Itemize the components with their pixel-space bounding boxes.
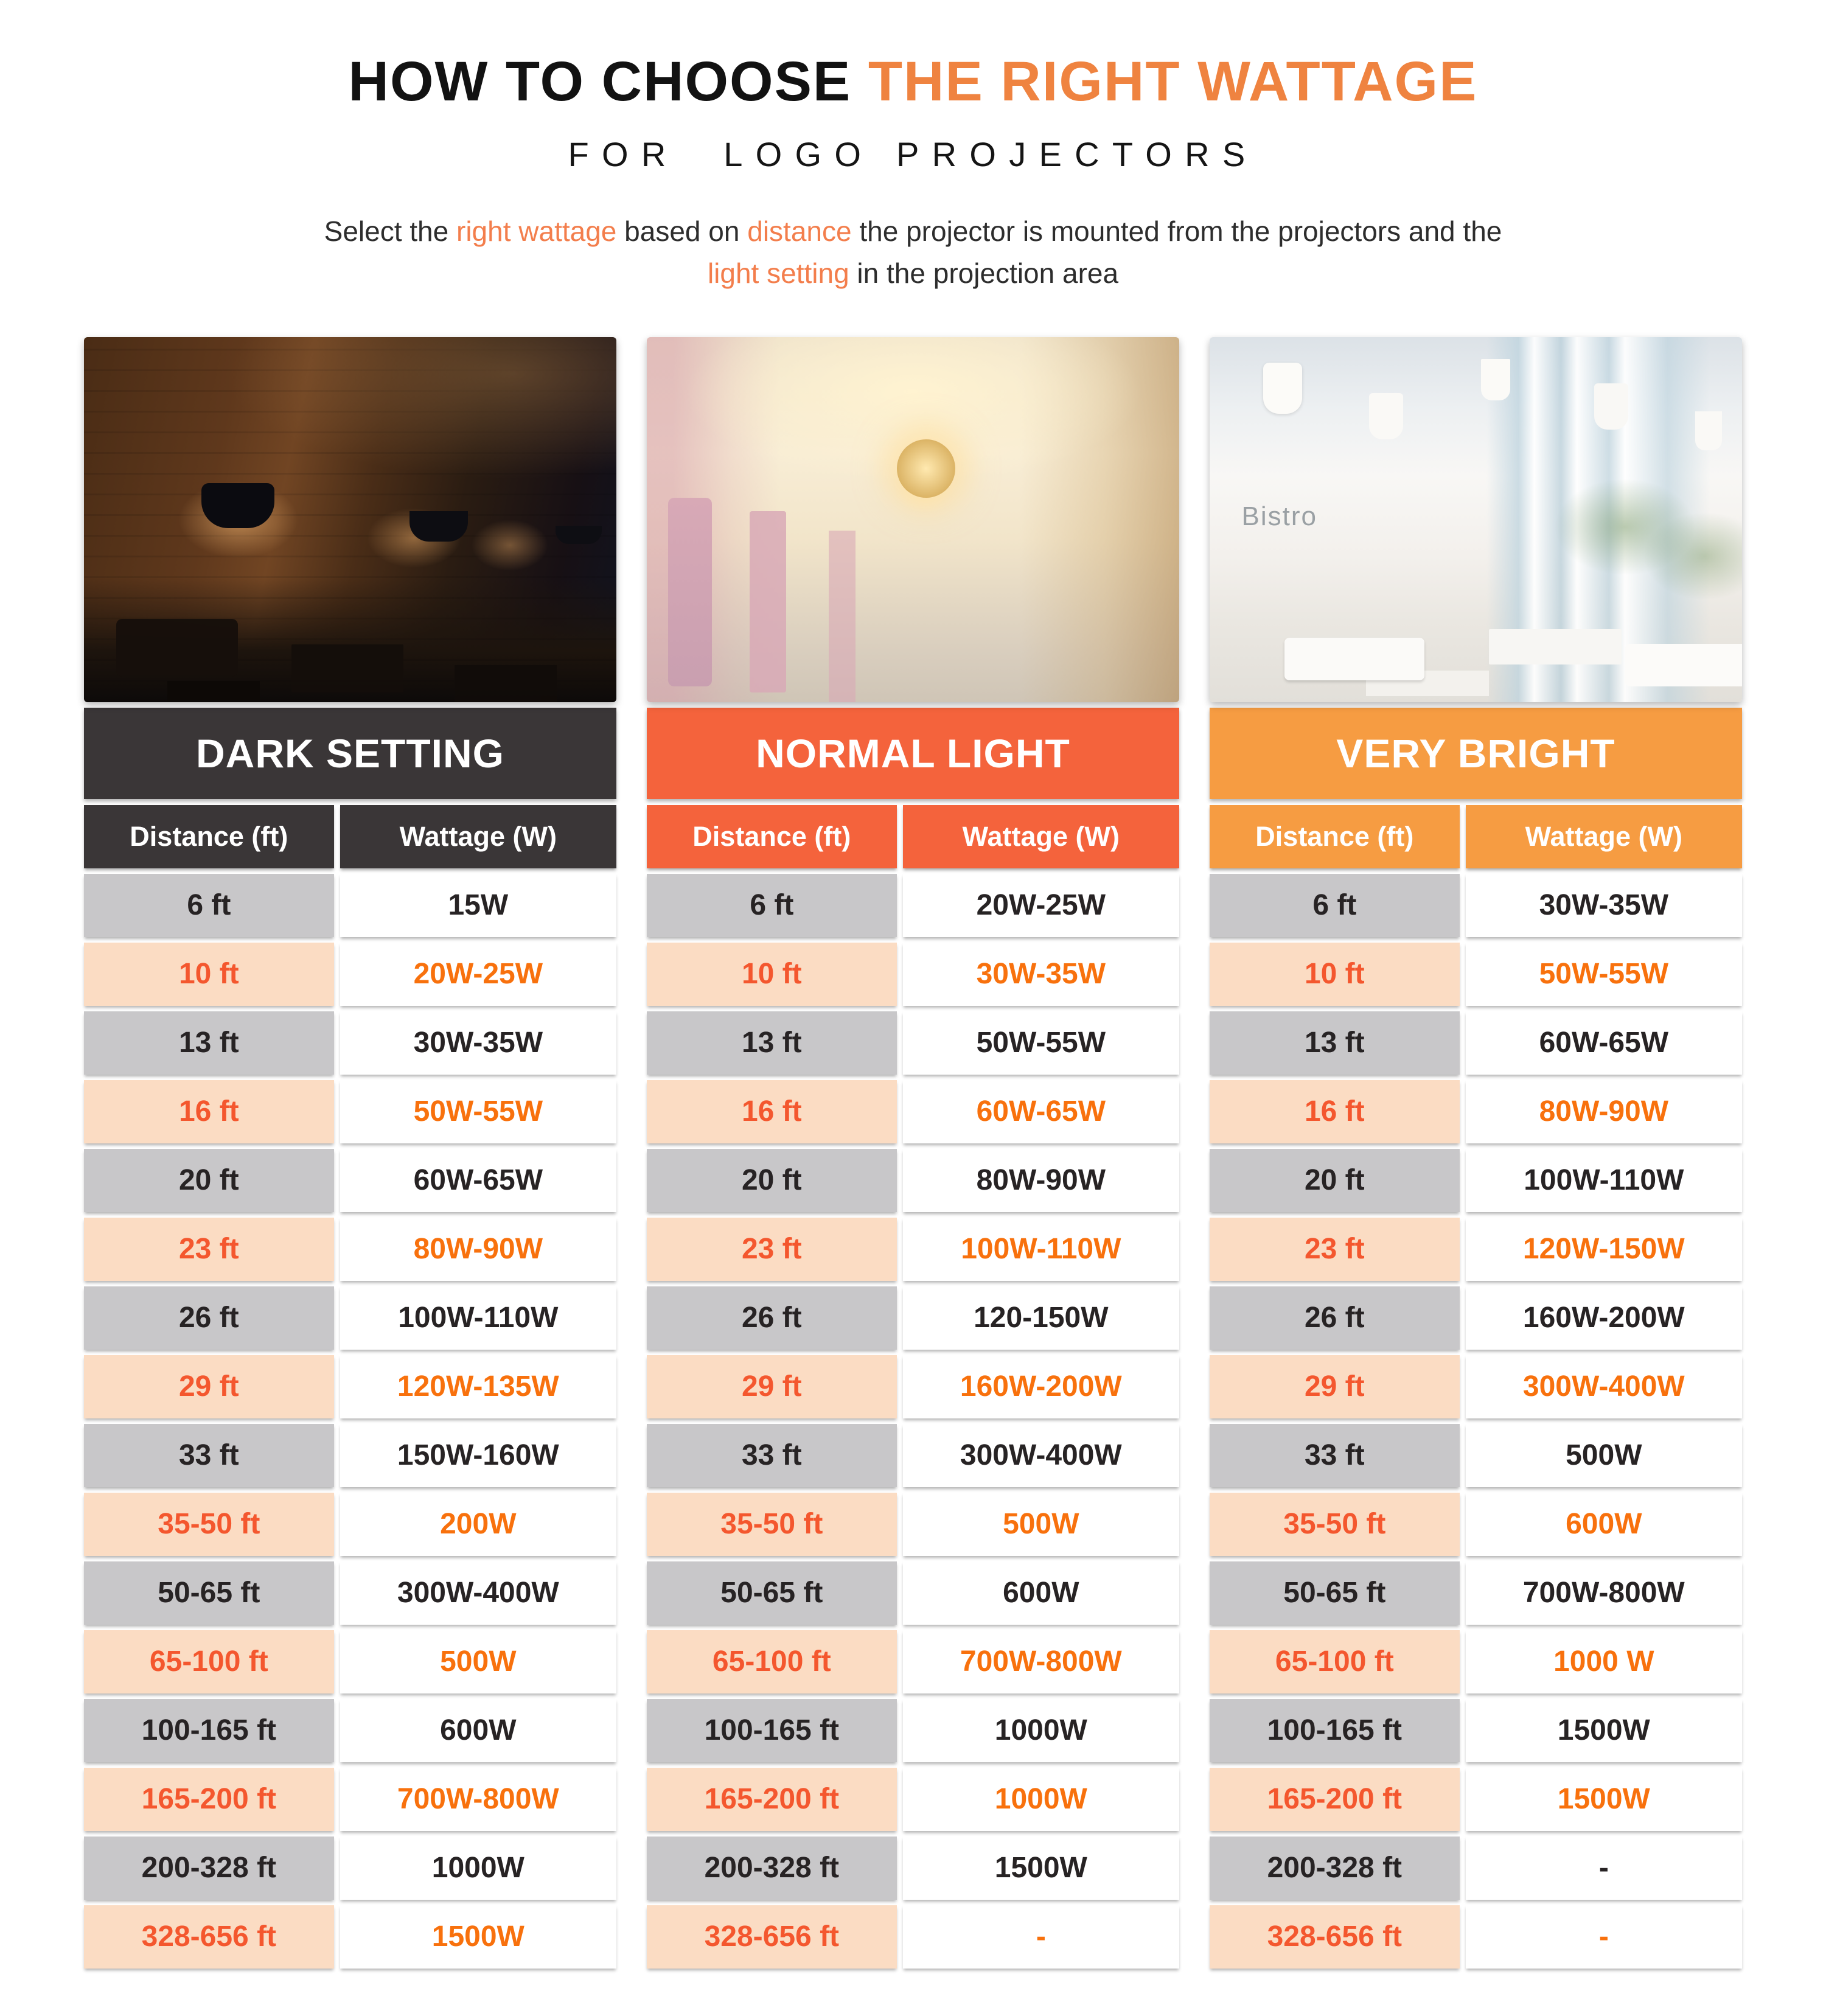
table-title: VERY BRIGHT (1336, 730, 1615, 776)
table-row (84, 1768, 616, 1831)
table-row (647, 1149, 1179, 1212)
page-title (0, 52, 1826, 111)
wattage-cell: 15W (340, 874, 616, 937)
distance-cell: 26 ft (84, 1286, 334, 1350)
wattage-cell: 700W-800W (903, 1630, 1179, 1693)
wattage-cell: 1500W (903, 1836, 1179, 1900)
distance-cell: 35-50 ft (647, 1493, 897, 1556)
distance-cell: 13 ft (1210, 1011, 1460, 1075)
wattage-cell: 100W-110W (340, 1286, 616, 1350)
table-dark-setting (84, 337, 616, 1969)
description-line (86, 253, 1741, 295)
table-row (84, 1011, 616, 1075)
wattage-cell: 20W-25W (903, 874, 1179, 937)
table-row (84, 1080, 616, 1143)
table-row (1210, 874, 1742, 937)
wattage-cell: 30W-35W (903, 943, 1179, 1006)
distance-cell: 6 ft (647, 874, 897, 937)
distance-cell: 50-65 ft (647, 1561, 897, 1625)
table-row (647, 1080, 1179, 1143)
column-header-wattage: Wattage (W) (1466, 805, 1742, 868)
table-row (647, 943, 1179, 1006)
distance-cell: 13 ft (84, 1011, 334, 1075)
table-row (1210, 1768, 1742, 1831)
column-header-distance: Distance (ft) (1210, 805, 1460, 868)
table-title: NORMAL LIGHT (756, 730, 1070, 776)
wattage-cell: 120W-135W (340, 1355, 616, 1418)
table-row (84, 874, 616, 937)
wattage-cell: 100W-110W (1466, 1149, 1742, 1212)
wattage-cell: 60W-65W (903, 1080, 1179, 1143)
distance-cell: 26 ft (647, 1286, 897, 1350)
column-header-wattage: Wattage (W) (903, 805, 1179, 868)
wattage-cell: 20W-25W (340, 943, 616, 1006)
table-row (84, 1836, 616, 1900)
table-row (1210, 1493, 1742, 1556)
table-normal-light (647, 337, 1179, 1969)
table-rows (647, 868, 1179, 1969)
table-rows (84, 868, 616, 1969)
wattage-cell: 600W (1466, 1493, 1742, 1556)
distance-cell: 29 ft (647, 1355, 897, 1418)
distance-cell: 35-50 ft (1210, 1493, 1460, 1556)
wattage-cell: 500W (340, 1630, 616, 1693)
distance-cell: 16 ft (1210, 1080, 1460, 1143)
description-highlight: distance (747, 215, 852, 247)
table-row (647, 1424, 1179, 1487)
table-row (647, 1218, 1179, 1281)
table-title-band (84, 708, 616, 799)
table-row (84, 1905, 616, 1969)
table-header-row (84, 805, 616, 868)
distance-cell: 200-328 ft (1210, 1836, 1460, 1900)
table-row (647, 1011, 1179, 1075)
distance-cell: 328-656 ft (1210, 1905, 1460, 1969)
table-row (1210, 1080, 1742, 1143)
distance-cell: 100-165 ft (647, 1699, 897, 1762)
page-subtitle: FOR LOGO PROJECTORS (568, 134, 1258, 173)
table-row (647, 1836, 1179, 1900)
wattage-cell: 500W (1466, 1424, 1742, 1487)
wattage-cell: 1500W (1466, 1699, 1742, 1762)
wattage-cell: 700W-800W (1466, 1561, 1742, 1625)
distance-cell: 23 ft (1210, 1218, 1460, 1281)
distance-cell: 33 ft (1210, 1424, 1460, 1487)
distance-cell: 33 ft (84, 1424, 334, 1487)
wattage-cell: 1000 W (1466, 1630, 1742, 1693)
table-row (84, 1630, 616, 1693)
tables (0, 337, 1826, 1969)
distance-cell: 23 ft (84, 1218, 334, 1281)
distance-cell: 100-165 ft (1210, 1699, 1460, 1762)
distance-cell: 6 ft (1210, 874, 1460, 937)
distance-cell: 328-656 ft (84, 1905, 334, 1969)
table-very-bright (1210, 337, 1742, 1969)
table-row (647, 874, 1179, 937)
wattage-cell: 120-150W (903, 1286, 1179, 1350)
table-row (84, 1218, 616, 1281)
distance-cell: 165-200 ft (647, 1768, 897, 1831)
wattage-cell: 160W-200W (903, 1355, 1179, 1418)
table-row (84, 1355, 616, 1418)
table-row (1210, 1355, 1742, 1418)
table-row (647, 1905, 1179, 1969)
table-row (647, 1561, 1179, 1625)
table-row (84, 1286, 616, 1350)
wattage-cell: 200W (340, 1493, 616, 1556)
wattage-cell: 300W-400W (903, 1424, 1179, 1487)
table-row (84, 943, 616, 1006)
distance-cell: 16 ft (647, 1080, 897, 1143)
wattage-cell: 120W-150W (1466, 1218, 1742, 1281)
distance-cell: 328-656 ft (647, 1905, 897, 1969)
page-title-orange: THE RIGHT WATTAGE (868, 51, 1478, 113)
table-row (1210, 1699, 1742, 1762)
distance-cell: 29 ft (84, 1355, 334, 1418)
distance-cell: 20 ft (1210, 1149, 1460, 1212)
distance-cell: 200-328 ft (647, 1836, 897, 1900)
wattage-cell: - (903, 1905, 1179, 1969)
wattage-cell: 30W-35W (340, 1011, 616, 1075)
distance-cell: 65-100 ft (84, 1630, 334, 1693)
distance-cell: 165-200 ft (84, 1768, 334, 1831)
distance-cell: 33 ft (647, 1424, 897, 1487)
wattage-cell: 1500W (1466, 1768, 1742, 1831)
distance-cell: 10 ft (1210, 943, 1460, 1006)
table-row (1210, 1836, 1742, 1900)
wattage-cell: 60W-65W (1466, 1011, 1742, 1075)
distance-cell: 20 ft (647, 1149, 897, 1212)
wattage-cell: 100W-110W (903, 1218, 1179, 1281)
distance-cell: 50-65 ft (1210, 1561, 1460, 1625)
distance-cell: 10 ft (84, 943, 334, 1006)
bistro-sign-text: Bistro (1241, 501, 1317, 531)
table-title-band (647, 708, 1179, 799)
table-row (1210, 1218, 1742, 1281)
wattage-cell: 30W-35W (1466, 874, 1742, 937)
wattage-cell: 1500W (340, 1905, 616, 1969)
table-rows (1210, 868, 1742, 1969)
table-row (1210, 943, 1742, 1006)
description-highlight: right wattage (456, 215, 617, 247)
wattage-cell: - (1466, 1905, 1742, 1969)
table-title-band (1210, 708, 1742, 799)
description-text: based on (616, 215, 748, 247)
wattage-cell: 60W-65W (340, 1149, 616, 1212)
description-text: in the projection area (849, 257, 1119, 289)
wattage-cell: 50W-55W (903, 1011, 1179, 1075)
wattage-cell: 160W-200W (1466, 1286, 1742, 1350)
wattage-cell: 600W (340, 1699, 616, 1762)
column-header-distance: Distance (ft) (84, 805, 334, 868)
wattage-cell: 50W-55W (340, 1080, 616, 1143)
wattage-cell: 1000W (903, 1699, 1179, 1762)
table-row (1210, 1905, 1742, 1969)
table-row (647, 1699, 1179, 1762)
table-row (1210, 1630, 1742, 1693)
distance-cell: 26 ft (1210, 1286, 1460, 1350)
distance-cell: 165-200 ft (1210, 1768, 1460, 1831)
distance-cell: 35-50 ft (84, 1493, 334, 1556)
table-row (647, 1768, 1179, 1831)
distance-cell: 20 ft (84, 1149, 334, 1212)
wattage-cell: 80W-90W (903, 1149, 1179, 1212)
table-header-row (1210, 805, 1742, 868)
wattage-cell: 80W-90W (1466, 1080, 1742, 1143)
wattage-cell: 300W-400W (1466, 1355, 1742, 1418)
table-row (647, 1493, 1179, 1556)
table-row (1210, 1424, 1742, 1487)
table-row (84, 1561, 616, 1625)
table-row (84, 1424, 616, 1487)
dark-restaurant-photo (84, 337, 616, 702)
distance-cell: 200-328 ft (84, 1836, 334, 1900)
table-row (84, 1699, 616, 1762)
distance-cell: 65-100 ft (1210, 1630, 1460, 1693)
table-row (84, 1149, 616, 1212)
wattage-cell: 300W-400W (340, 1561, 616, 1625)
table-row (1210, 1149, 1742, 1212)
description-highlight: light setting (707, 257, 849, 289)
description-text: Select the (324, 215, 456, 247)
wattage-cell: 500W (903, 1493, 1179, 1556)
description (86, 211, 1741, 295)
wattage-cell: 50W-55W (1466, 943, 1742, 1006)
table-row (647, 1355, 1179, 1418)
wattage-cell: - (1466, 1836, 1742, 1900)
distance-cell: 10 ft (647, 943, 897, 1006)
distance-cell: 13 ft (647, 1011, 897, 1075)
distance-cell: 65-100 ft (647, 1630, 897, 1693)
table-header-row (647, 805, 1179, 868)
table-row (647, 1630, 1179, 1693)
wattage-cell: 80W-90W (340, 1218, 616, 1281)
table-title: DARK SETTING (196, 730, 504, 776)
wattage-cell: 1000W (340, 1836, 616, 1900)
table-row (1210, 1286, 1742, 1350)
table-row (1210, 1011, 1742, 1075)
table-row (647, 1286, 1179, 1350)
distance-cell: 29 ft (1210, 1355, 1460, 1418)
description-line (86, 211, 1741, 253)
wattage-cell: 150W-160W (340, 1424, 616, 1487)
description-text: the projector is mounted from the projectors and the (851, 215, 1502, 247)
distance-cell: 50-65 ft (84, 1561, 334, 1625)
wattage-cell: 1000W (903, 1768, 1179, 1831)
wattage-cell: 600W (903, 1561, 1179, 1625)
table-row (1210, 1561, 1742, 1625)
distance-cell: 100-165 ft (84, 1699, 334, 1762)
distance-cell: 23 ft (647, 1218, 897, 1281)
distance-cell: 6 ft (84, 874, 334, 937)
column-header-wattage: Wattage (W) (340, 805, 616, 868)
column-header-distance: Distance (ft) (647, 805, 897, 868)
bright-bistro-photo (1210, 337, 1742, 702)
wattage-cell: 700W-800W (340, 1768, 616, 1831)
table-row (84, 1493, 616, 1556)
distance-cell: 16 ft (84, 1080, 334, 1143)
page-title-black: HOW TO CHOOSE (348, 51, 852, 113)
retail-interior-photo (647, 337, 1179, 702)
